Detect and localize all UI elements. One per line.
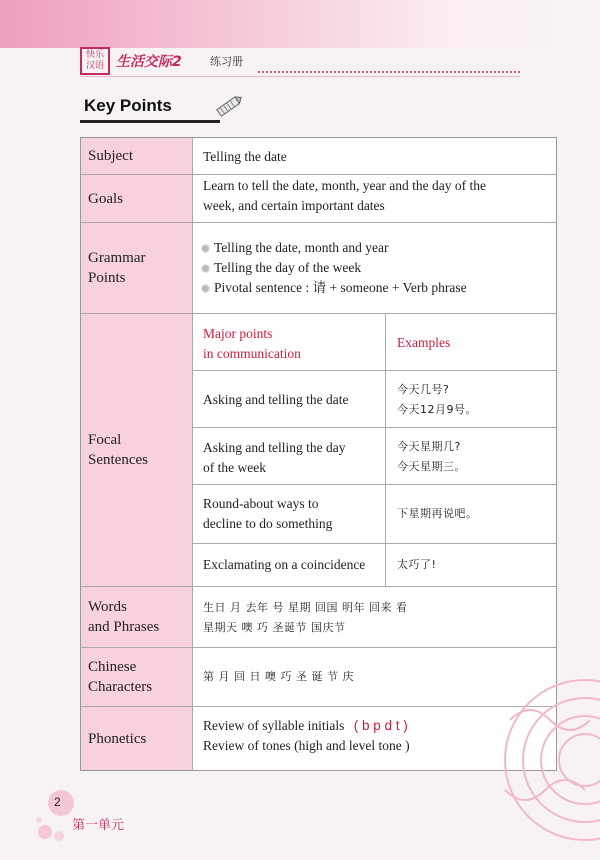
- page-number: 2: [54, 795, 61, 809]
- chars-label: Chinese Characters: [81, 648, 192, 706]
- focal-row-divider: [192, 370, 556, 371]
- row-divider: [81, 586, 556, 587]
- goals-line-1: Learn to tell the date, month, year and the day of the: [203, 178, 487, 193]
- row-divider: [81, 222, 556, 223]
- focal-point: decline to do something: [203, 516, 333, 531]
- phonetics-line-1: Review of syllable initials ( b p d t ): [203, 718, 408, 733]
- phonetics-line-2: Review of tones (high and level tone ): [203, 738, 410, 753]
- section-title: Key Points: [84, 96, 172, 115]
- focal-example: 今天星期几?: [397, 440, 461, 453]
- decorative-swirl: [490, 650, 600, 860]
- book-title: 生活交际2: [116, 54, 182, 70]
- focal-example: 今天12月9号。: [397, 403, 477, 416]
- grammar-item: Telling the day of the week: [201, 258, 361, 278]
- row-divider: [81, 174, 556, 175]
- row-divider: [81, 706, 556, 707]
- focal-point: Asking and telling the date: [203, 392, 349, 407]
- focal-row-divider: [192, 427, 556, 428]
- focal-point: Round-about ways to: [203, 496, 319, 511]
- grammar-label: Grammar Points: [81, 223, 192, 313]
- focal-header-points-line-1: Major points: [203, 326, 273, 341]
- words-line-1: 生日 月 去年 号 星期 回国 明年 回来 看: [203, 601, 408, 614]
- syllable-initials: ( b p d t ): [353, 718, 408, 733]
- book-subtitle: 练习册: [210, 55, 243, 68]
- bullet-icon: [201, 244, 210, 253]
- subject-text: Telling the date: [203, 149, 287, 164]
- column-divider: [192, 138, 193, 770]
- focal-row-divider: [192, 484, 556, 485]
- goals-line-2: week, and certain important dates: [203, 198, 385, 213]
- goals-label: Goals: [81, 175, 192, 222]
- row-divider: [81, 647, 556, 648]
- focal-point: of the week: [203, 460, 266, 475]
- focal-example: 太巧了!: [397, 558, 437, 571]
- chars-text: 第 月 回 日 噢 巧 圣 诞 节 庆: [203, 670, 354, 683]
- words-label: Words and Phrases: [81, 587, 192, 647]
- header-divider: [80, 76, 520, 77]
- header-dotted-divider: [258, 71, 520, 73]
- bullet-icon: [201, 284, 210, 293]
- row-divider: [81, 313, 556, 314]
- key-points-table: [80, 137, 557, 771]
- decorative-dots: [35, 812, 75, 842]
- header-band: [0, 0, 600, 48]
- section-title-underline: [80, 120, 220, 123]
- words-line-2: 星期天 噢 巧 圣诞节 国庆节: [203, 621, 346, 634]
- focal-column-divider: [385, 313, 386, 586]
- focal-header-points-line-2: in communication: [203, 346, 301, 361]
- pencil-icon: [214, 94, 244, 118]
- focal-example: 今天几号?: [397, 383, 450, 396]
- focal-header-examples: Examples: [397, 335, 451, 350]
- series-logo: 快乐汉语: [80, 47, 110, 75]
- bullet-icon: [201, 264, 210, 273]
- focal-point: Exclamating on a coincidence: [203, 557, 366, 572]
- focal-example: 下星期再说吧。: [397, 507, 478, 520]
- focal-example: 今天星期三。: [397, 460, 466, 473]
- grammar-item: Telling the date, month and year: [201, 238, 389, 258]
- subject-label: Subject: [81, 138, 192, 174]
- unit-label: 第一单元: [72, 818, 125, 833]
- grammar-item: Pivotal sentence : 请 + someone + Verb phrase: [201, 278, 467, 298]
- phonetics-label: Phonetics: [81, 707, 192, 770]
- focal-label: Focal Sentences: [81, 314, 192, 586]
- focal-point: Asking and telling the day: [203, 440, 346, 455]
- focal-row-divider: [192, 543, 556, 544]
